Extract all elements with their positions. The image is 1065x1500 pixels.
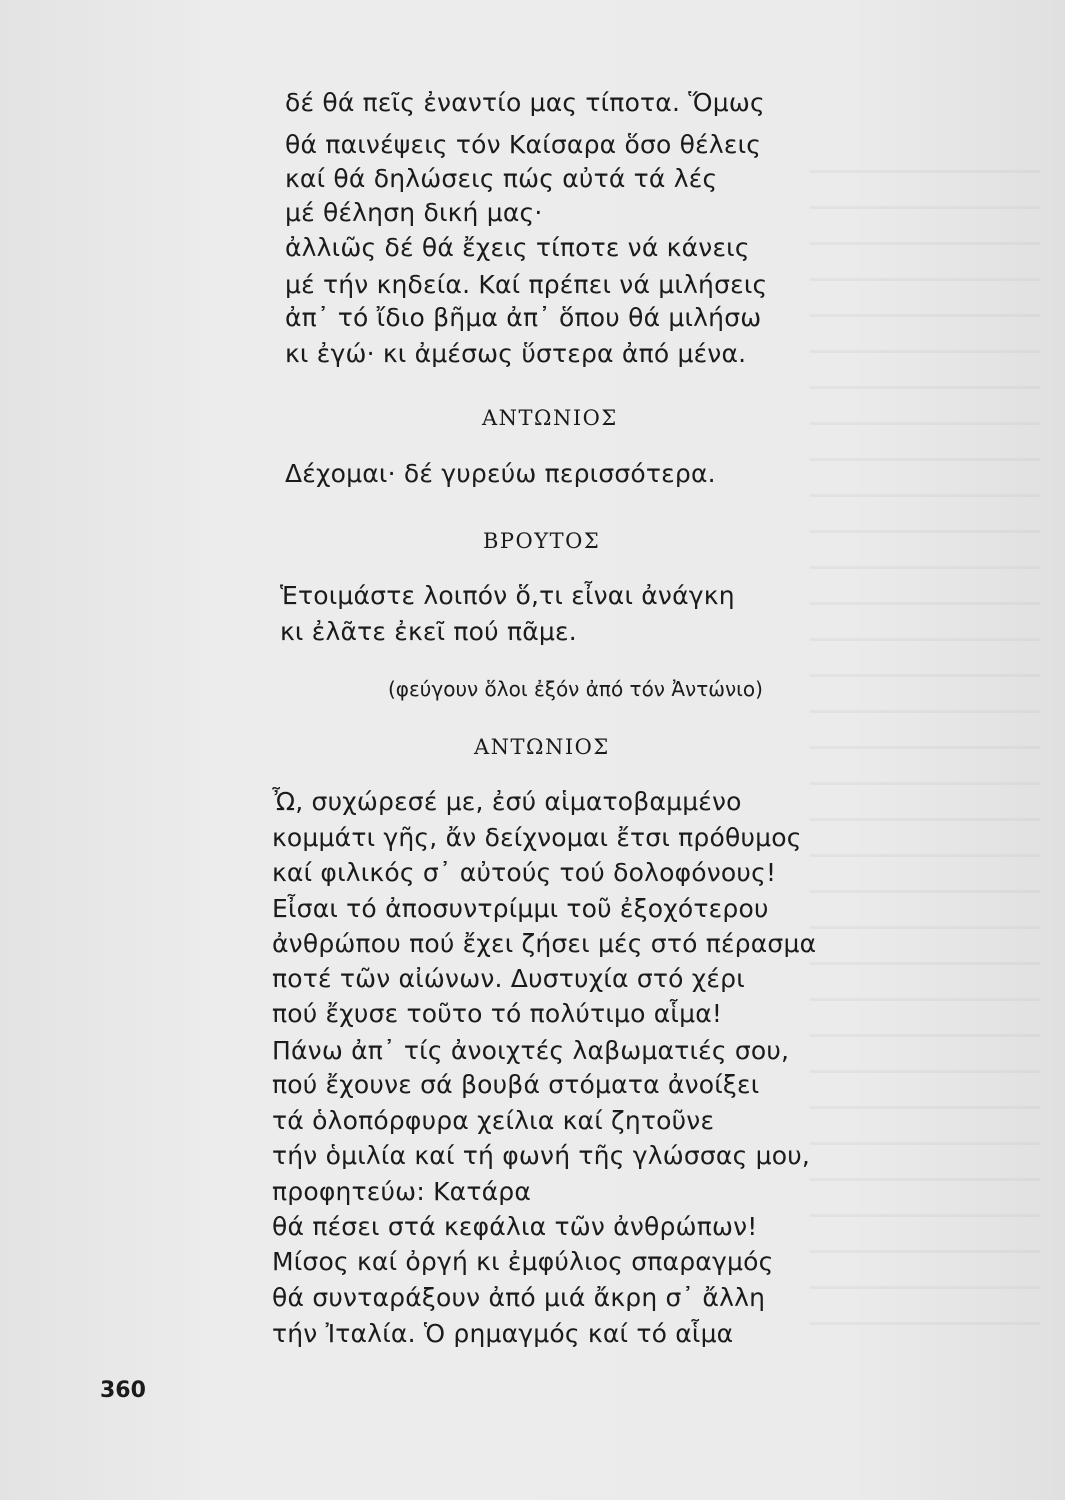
stage-direction: (φεύγουν ὅλοι ἐξόν ἀπό τόν Ἀντώνιο) <box>388 677 763 701</box>
verse-line: ἀνθρώπου πού ἔχει ζήσει μές στό πέρασμα <box>272 929 817 958</box>
verse-line: Μίσος καί ὀργή κι ἐμφύλιος σπαραγμός <box>272 1247 774 1276</box>
page-number: 360 <box>100 1378 146 1403</box>
verse-line: θά συνταράξουν ἀπό μιά ἄκρη σ᾿ ἄλλη <box>272 1283 766 1312</box>
speaker-name: ΑΝΤΩΝΙΟΣ <box>474 735 610 759</box>
verse-line: Πάνω ἀπ᾿ τίς ἀνοιχτές λαβωματιές σου, <box>272 1036 790 1065</box>
verse-line: πού ἔχυσε τοῦτο τό πολύτιμο αἷμα! <box>272 999 723 1028</box>
verse-line: ἀλλιῶς δέ θά ἔχεις τίποτε νά κάνεις <box>285 233 750 262</box>
speaker-name: ΑΝΤΩΝΙΟΣ <box>482 406 618 430</box>
verse-line: τήν ὁμιλία καί τή φωνή τῆς γλώσσας μου, <box>272 1141 811 1170</box>
verse-line: πού ἔχουνε σά βουβά στόματα ἀνοίξει <box>272 1070 760 1099</box>
verse-line: καί φιλικός σ᾿ αὐτούς τού δολοφόνους! <box>272 858 777 887</box>
bleed-through-texture <box>810 150 1040 1350</box>
verse-line: τά ὁλοπόρφυρα χείλια καί ζητοῦνε <box>272 1106 715 1135</box>
verse-line: μέ τήν κηδεία. Καί πρέπει νά μιλήσεις <box>285 270 768 299</box>
verse-line: καί θά δηλώσεις πώς αὐτά τά λές <box>285 164 718 193</box>
verse-line: ποτέ τῶν αἰώνων. Δυστυχία στό χέρι <box>272 964 745 993</box>
verse-line: Δέχομαι· δέ γυρεύω περισσότερα. <box>285 459 716 488</box>
verse-line: θά παινέψεις τόν Καίσαρα ὅσο θέλεις <box>285 130 762 159</box>
speaker-name: ΒΡΟΥΤΟΣ <box>483 529 601 553</box>
verse-line: Εἶσαι τό ἀποσυντρίμμι τοῦ ἐξοχότερου <box>272 894 769 923</box>
verse-line: θά πέσει στά κεφάλια τῶν ἀνθρώπων! <box>272 1212 758 1241</box>
verse-line: κι ἐλᾶτε ἐκεῖ πού πᾶμε. <box>280 617 577 646</box>
verse-line: προφητεύω: Κατάρα <box>272 1177 532 1206</box>
verse-line: μέ θέληση δική μας· <box>285 198 543 227</box>
verse-line: κομμάτι γῆς, ἄν δείχνομαι ἔτσι πρόθυμος <box>272 823 802 852</box>
verse-line: δέ θά πεῖς ἐναντίο μας τίποτα. Ὅμως <box>285 88 765 117</box>
verse-line: Ὦ, συχώρεσέ με, ἐσύ αἱματοβαμμένο <box>272 787 742 816</box>
verse-line: τήν Ἰταλία. Ὁ ρημαγμός καί τό αἷμα <box>272 1319 734 1348</box>
verse-line: ἀπ᾿ τό ἴδιο βῆμα ἀπ᾿ ὅπου θά μιλήσω <box>285 303 762 332</box>
verse-line: Ἑτοιμάστε λοιπόν ὅ,τι εἶναι ἀνάγκη <box>280 581 735 610</box>
verse-line: κι ἐγώ· κι ἀμέσως ὕστερα ἀπό μένα. <box>285 339 747 368</box>
